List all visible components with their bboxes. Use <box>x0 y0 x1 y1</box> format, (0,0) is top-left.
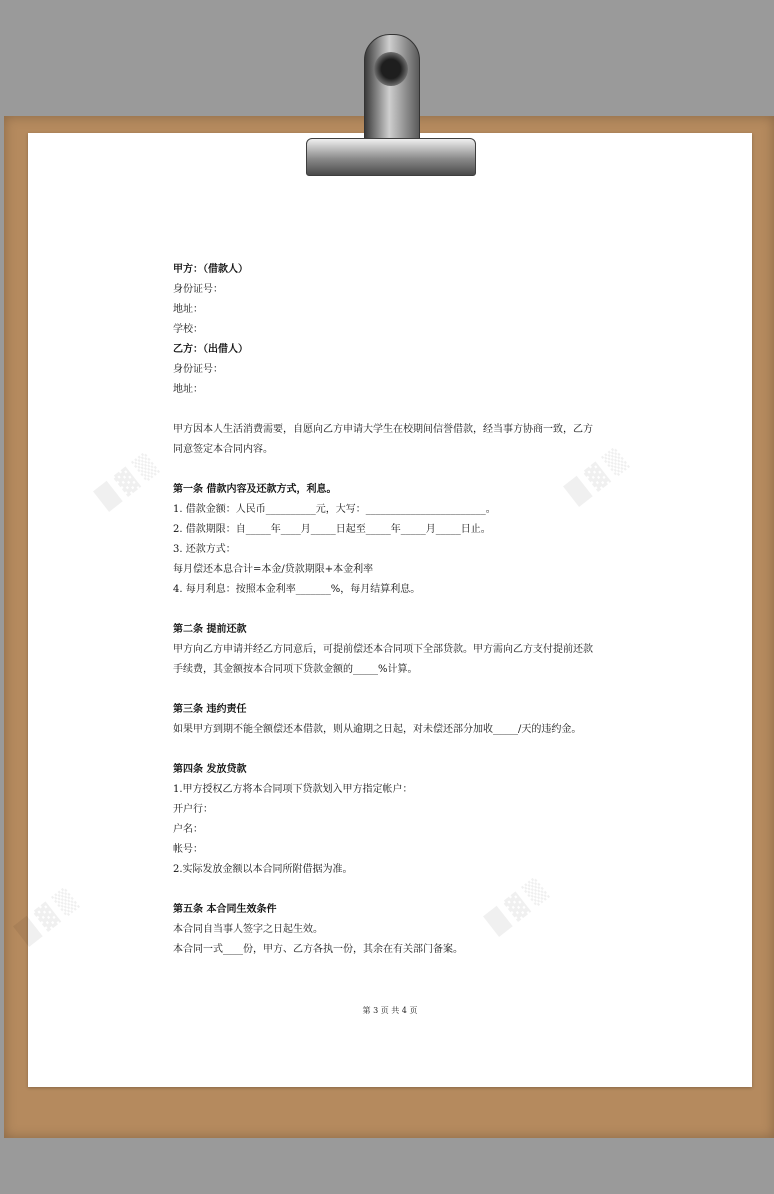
party-a-id: 身份证号： <box>173 284 223 295</box>
article-2-text: 手续费，其金额按本合同项下贷款金额的_____%计算。 <box>173 664 418 675</box>
spacer <box>173 460 613 480</box>
article-4-item: 户名： <box>173 824 203 835</box>
article-2-text: 甲方向乙方申请并经乙方同意后，可提前偿还本合同项下全部贷款。甲方需向乙方支付提前还款 <box>173 644 593 655</box>
article-1-item: 每月偿还本息合计=本金/贷款期限+本金利率 <box>173 564 374 575</box>
binder-clip-lever <box>364 34 420 146</box>
spacer <box>173 740 613 760</box>
party-b-heading: 乙方：（出借人） <box>173 344 248 355</box>
intro-line: 甲方因本人生活消费需要，自愿向乙方申请大学生在校期间信誉借款，经当事方协商一致，乙方 <box>173 424 593 435</box>
page-number: 第 3 页 共 4 页 <box>362 1006 418 1015</box>
article-4-item: 2.实际发放金额以本合同所附借据为准。 <box>173 864 353 875</box>
spacer <box>173 400 613 420</box>
binder-clip-base <box>306 138 476 176</box>
article-4-item: 帐号： <box>173 844 203 855</box>
watermark: █ ▓ ▒ <box>94 452 161 513</box>
article-5-text: 本合同一式____份，甲方、乙方各执一份，其余在有关部门备案。 <box>173 944 463 955</box>
article-2-heading: 第二条 提前还款 <box>173 624 247 635</box>
article-1-heading: 第一条 借款内容及还款方式，利息。 <box>173 484 337 495</box>
spacer <box>173 680 613 700</box>
watermark: █ ▓ ▒ <box>14 887 81 948</box>
article-1-item: 1. 借款金额：人民币__________元，大写：________________________。 <box>173 504 496 515</box>
watermark: █ ▓ ▒ <box>564 447 631 508</box>
article-3-text: 如果甲方到期不能全额偿还本借款，则从逾期之日起，对未偿还部分加收_____/天的违约金。 <box>173 724 582 735</box>
article-1-item: 2. 借款期限：自_____年____月_____日起至_____年_____月_____日止。 <box>173 524 491 535</box>
article-4-item: 开户行： <box>173 804 213 815</box>
party-a-heading: 甲方：（借款人） <box>173 264 248 275</box>
article-5-heading: 第五条 本合同生效条件 <box>173 904 277 915</box>
binder-clip-hole <box>374 52 408 86</box>
party-b-address: 地址： <box>173 384 203 395</box>
party-b-id: 身份证号： <box>173 364 223 375</box>
article-4-heading: 第四条 发放贷款 <box>173 764 247 775</box>
party-a-address: 地址： <box>173 304 203 315</box>
article-4-item: 1.甲方授权乙方将本合同项下贷款划入甲方指定帐户： <box>173 784 413 795</box>
article-1-item: 4. 每月利息：按照本金利率_______%，每月结算利息。 <box>173 584 421 595</box>
party-a-school: 学校： <box>173 324 203 335</box>
article-5-text: 本合同自当事人签字之日起生效。 <box>173 924 323 935</box>
contract-body <box>173 260 613 960</box>
article-1-item: 3. 还款方式： <box>173 544 236 555</box>
intro-line: 同意签定本合同内容。 <box>173 444 273 455</box>
spacer <box>173 600 613 620</box>
article-3-heading: 第三条 违约责任 <box>173 704 247 715</box>
watermark: █ ▓ ▒ <box>484 877 551 938</box>
spacer <box>173 880 613 900</box>
